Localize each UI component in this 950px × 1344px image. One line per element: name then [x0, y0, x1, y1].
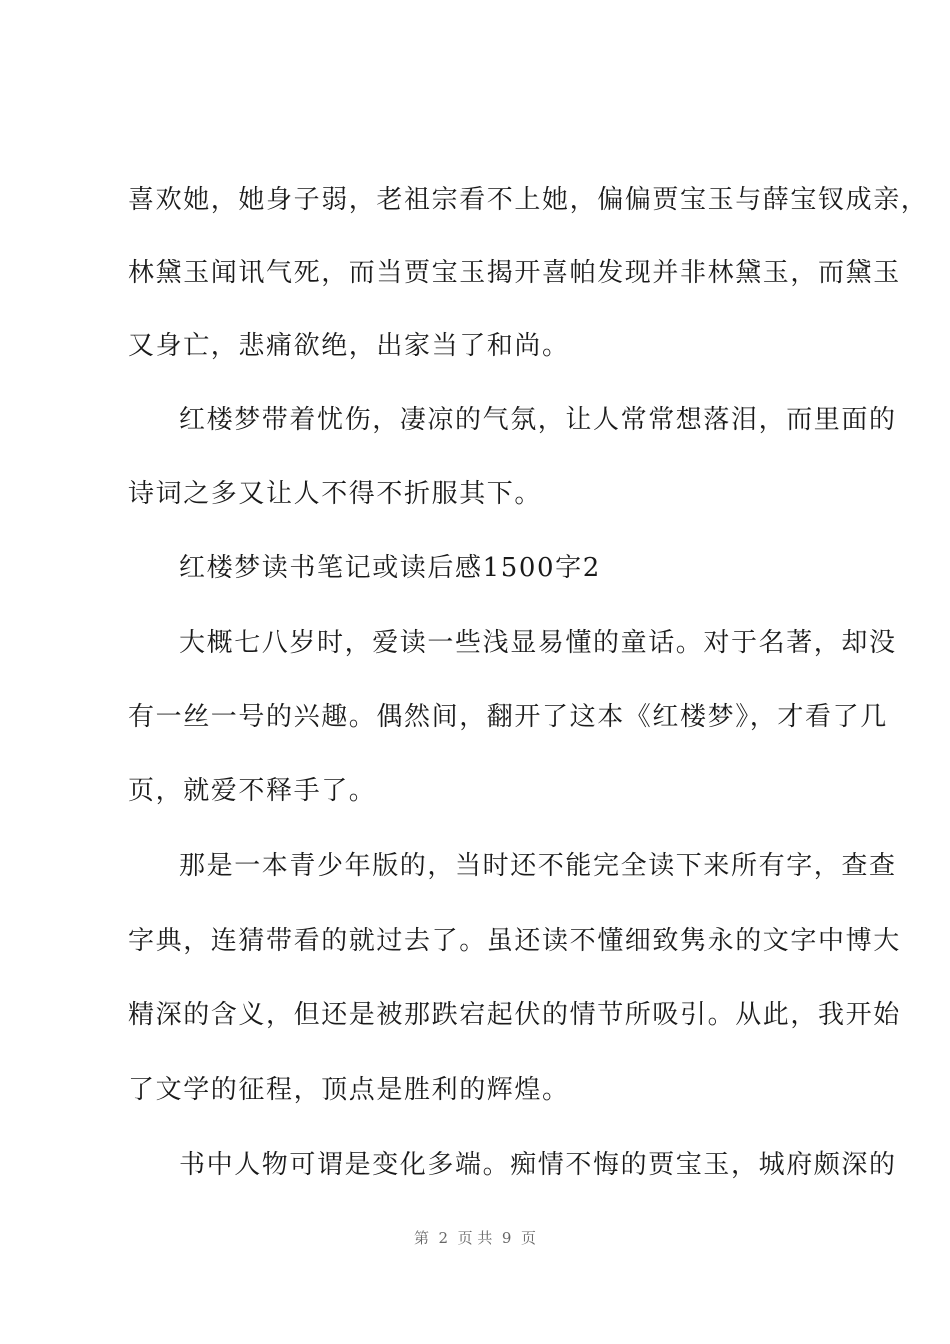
paragraph-start: 那是一本青少年版的，当时还不能完全读下来所有字，查查 — [179, 851, 897, 881]
text-line: 页，就爱不释手了。 — [128, 776, 377, 806]
text-line: 精深的含义，但还是被那跌宕起伏的情节所吸引。从此，我开始 — [128, 1000, 901, 1030]
paragraph-start: 书中人物可谓是变化多端。痴情不悔的贾宝玉，城府颇深的 — [179, 1150, 897, 1180]
paragraph-start: 大概七八岁时，爱读一些浅显易懂的童话。对于名著，却没 — [179, 628, 897, 658]
text-line: 林黛玉闻讯气死，而当贾宝玉揭开喜帕发现并非林黛玉，而黛玉 — [128, 258, 901, 288]
text-line: 了文学的征程，顶点是胜利的辉煌。 — [128, 1075, 570, 1105]
paragraph-start: 红楼梦带着忧伤，凄凉的气氛，让人常常想落泪，而里面的 — [179, 405, 897, 435]
text-line: 喜欢她，她身子弱，老祖宗看不上她，偏偏贾宝玉与薛宝钗成亲， — [128, 185, 929, 215]
text-line: 字典，连猜带看的就过去了。虽还读不懂细致隽永的文字中博大 — [128, 926, 901, 956]
page-number-footer: 第 2 页 共 9 页 — [414, 1229, 536, 1247]
section-heading: 红楼梦读书笔记或读后感1500字2 — [179, 553, 601, 583]
text-line: 有一丝一号的兴趣。偶然间，翻开了这本《红楼梦》，才看了几 — [128, 702, 888, 732]
text-line: 又身亡，悲痛欲绝，出家当了和尚。 — [128, 331, 570, 361]
text-line: 诗词之多又让人不得不折服其下。 — [128, 479, 543, 509]
